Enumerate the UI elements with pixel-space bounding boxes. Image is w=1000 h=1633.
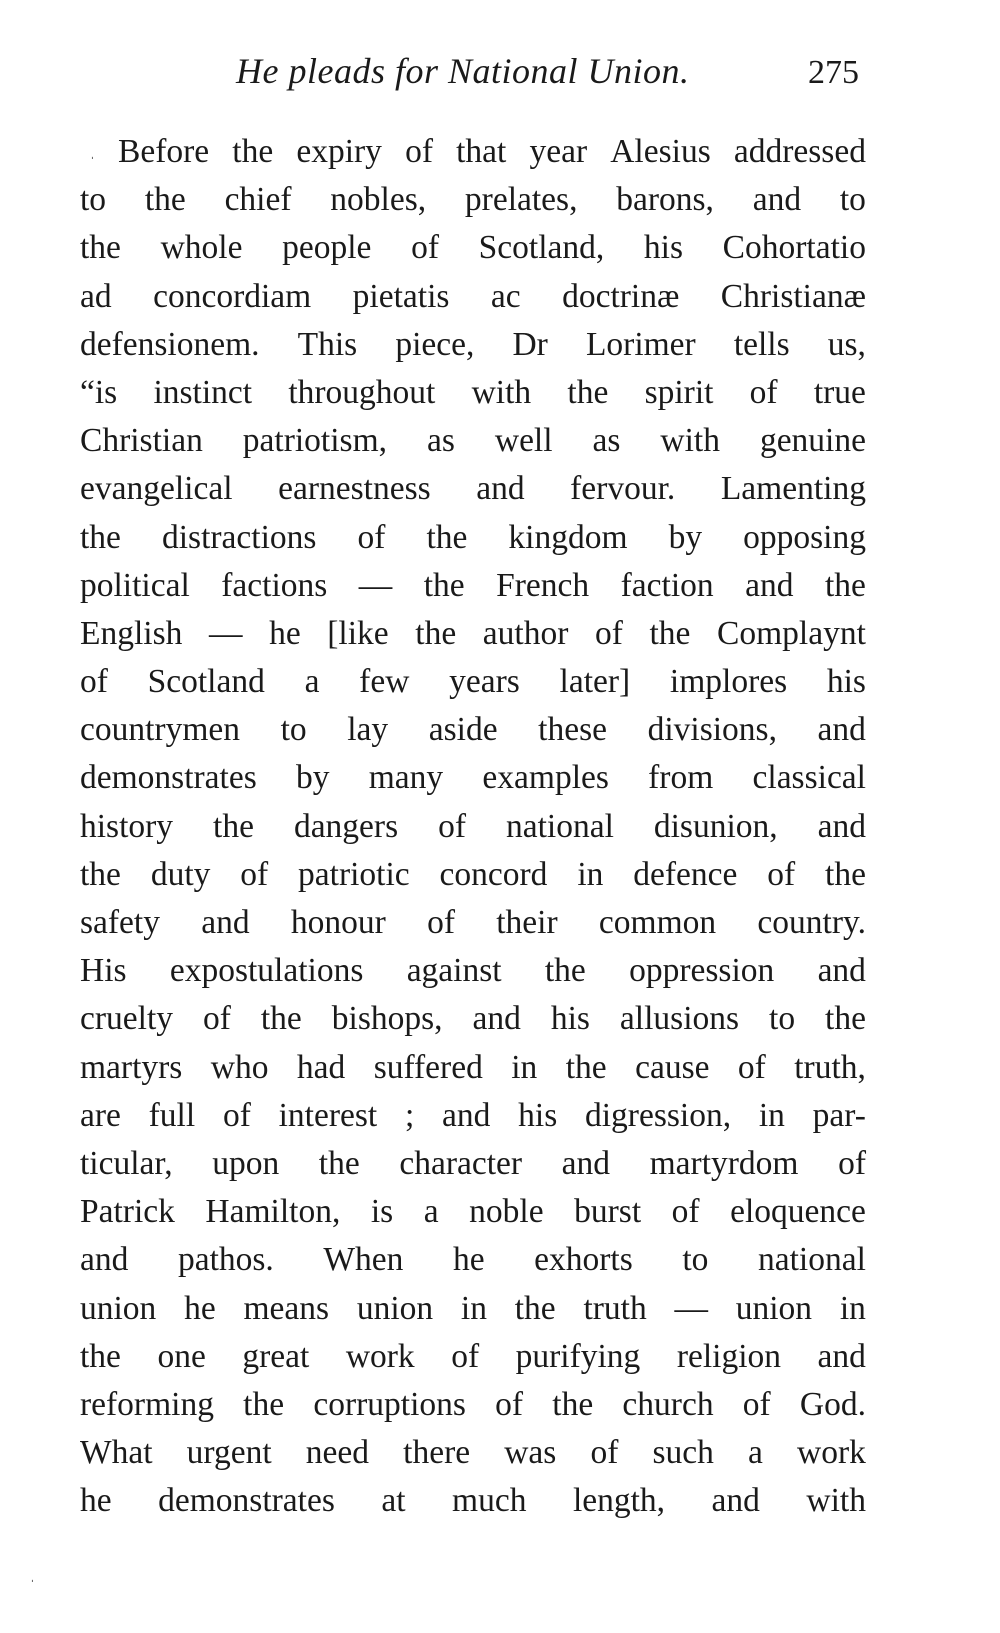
running-title: He pleads for National Union.	[236, 51, 690, 91]
text-line: “is instinct throughout with the spirit of true	[80, 373, 866, 411]
text-line: history the dangers of national disunion, and	[80, 807, 866, 845]
text-line: the distractions of the kingdom by opposing	[80, 518, 866, 556]
text-line: evangelical earnestness and fervour. Lamenting	[80, 470, 866, 508]
running-head	[0, 50, 1000, 110]
text-line: safety and honour of their common country.	[80, 904, 866, 941]
text-line: countrymen to lay aside these divisions, and	[80, 711, 866, 749]
text-line: the whole people of Scotland, his Cohortatio	[80, 229, 866, 267]
text-line: demonstrates by many examples from classical	[80, 759, 866, 797]
text-line: ticular, upon the character and martyrdom of	[80, 1144, 866, 1182]
text-line: reforming the corruptions of the church of God.	[80, 1385, 866, 1423]
text-line: defensionem. This piece, Dr Lorimer tells us,	[80, 325, 866, 363]
print-mark: ˌ	[30, 1568, 35, 1583]
text-line: English — he [like the author of the Complaynt	[80, 614, 866, 652]
print-mark: ˌ	[90, 145, 95, 160]
text-line: the duty of patriotic concord in defence of the	[80, 855, 866, 893]
text-line: are full of interest ; and his digression, in par-	[80, 1096, 866, 1134]
page-number: 275	[808, 54, 859, 91]
text-line: political factions — the French faction and the	[80, 566, 866, 604]
text-line: Christian patriotism, as well as with genuine	[80, 422, 866, 460]
text-line: Before the expiry of that year Alesius addressed	[118, 133, 866, 170]
text-line: to the chief nobles, prelates, barons, and to	[80, 181, 866, 219]
text-line: of Scotland a few years later] implores his	[80, 663, 866, 701]
text-line: he demonstrates at much length, and with	[80, 1482, 866, 1520]
text-line: the one great work of purifying religion and	[80, 1337, 866, 1375]
text-line: and pathos. When he exhorts to national	[80, 1241, 866, 1279]
text-line: ad concordiam pietatis ac doctrinæ Christianæ	[80, 277, 866, 315]
text-line: martyrs who had suffered in the cause of truth,	[80, 1048, 866, 1086]
text-line: cruelty of the bishops, and his allusions to the	[80, 1000, 866, 1038]
text-line: union he means union in the truth — union in	[80, 1289, 866, 1327]
text-line: Patrick Hamilton, is a noble burst of eloquence	[80, 1193, 866, 1231]
body-text	[80, 128, 866, 1525]
text-line: What urgent need there was of such a work	[80, 1434, 866, 1472]
text-line: His expostulations against the oppression and	[80, 952, 866, 990]
